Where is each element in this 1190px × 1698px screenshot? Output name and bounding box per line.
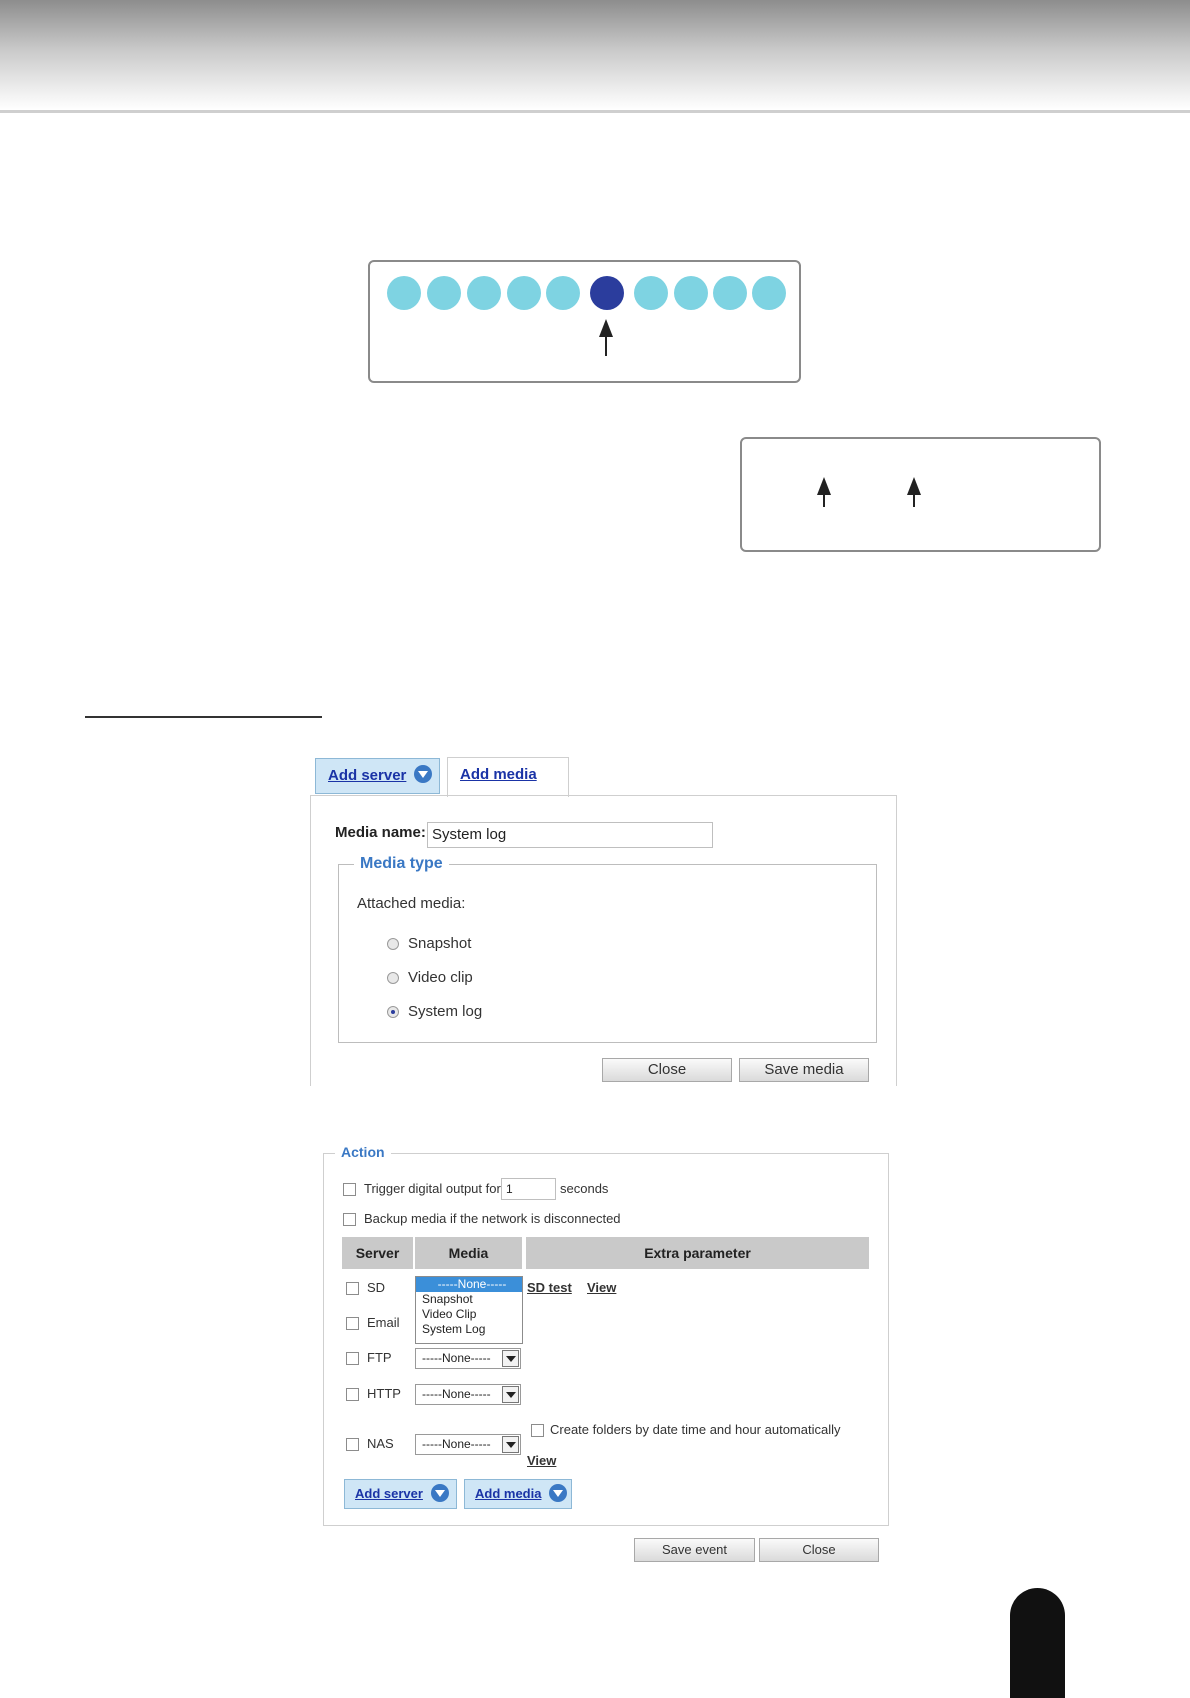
nas-media-select-value: -----None----- — [422, 1437, 491, 1451]
dropdown-option[interactable]: -----None----- — [416, 1277, 522, 1292]
pulse-dot — [546, 276, 580, 310]
page-header-band — [0, 0, 1190, 110]
dropdown-option[interactable]: Video Clip — [422, 1307, 477, 1321]
add-media-button-label[interactable]: Add media — [475, 1486, 542, 1501]
attached-media-label: Attached media: — [357, 895, 466, 912]
column-header-media: Media — [415, 1237, 522, 1269]
sd-test-link[interactable]: SD test — [527, 1280, 572, 1295]
server-sd-label: SD — [367, 1280, 386, 1295]
server-http-checkbox[interactable] — [346, 1388, 359, 1401]
pulse-dot — [427, 276, 461, 310]
radio-snapshot[interactable] — [387, 938, 399, 950]
dropdown-option[interactable]: System Log — [422, 1322, 486, 1336]
pulse-dot — [507, 276, 541, 310]
option-system-log-label: System log — [408, 1003, 483, 1020]
ftp-media-select[interactable] — [415, 1348, 521, 1369]
media-type-legend: Media type — [354, 855, 449, 873]
column-header-extra: Extra parameter — [526, 1237, 869, 1269]
nas-view-link[interactable]: View — [527, 1453, 557, 1468]
pulse-dot — [387, 276, 421, 310]
chevron-down-icon[interactable] — [502, 1436, 519, 1453]
action-legend: Action — [335, 1144, 391, 1160]
pulse-dot — [634, 276, 668, 310]
column-header-server: Server — [342, 1237, 413, 1269]
chevron-down-icon[interactable] — [502, 1386, 519, 1403]
pulse-dot — [674, 276, 708, 310]
server-sd-checkbox[interactable] — [346, 1282, 359, 1295]
server-ftp-label: FTP — [367, 1350, 392, 1365]
server-ftp-checkbox[interactable] — [346, 1352, 359, 1365]
arrow-up-icon — [605, 322, 607, 356]
save-event-button[interactable]: Save event — [634, 1538, 755, 1562]
header-divider — [0, 110, 1190, 113]
ftp-media-select-value: -----None----- — [422, 1351, 491, 1365]
radio-video-clip[interactable] — [387, 972, 399, 984]
chevron-down-icon[interactable] — [502, 1350, 519, 1367]
trigger-output-label: Trigger digital output for — [364, 1181, 501, 1196]
page-number-tab — [1010, 1588, 1065, 1698]
http-media-select[interactable] — [415, 1384, 521, 1405]
tab-add-media[interactable] — [447, 757, 569, 797]
server-nas-label: NAS — [367, 1436, 394, 1451]
trigger-seconds-unit: seconds — [560, 1181, 609, 1196]
chevron-down-icon[interactable] — [431, 1484, 449, 1502]
add-server-button[interactable] — [344, 1479, 457, 1509]
chevron-down-icon[interactable] — [414, 765, 432, 783]
chevron-down-icon[interactable] — [549, 1484, 567, 1502]
close-button[interactable]: Close — [602, 1058, 732, 1082]
media-name-input[interactable]: System log — [427, 822, 713, 848]
media-name-label: Media name: — [335, 824, 426, 841]
backup-media-checkbox[interactable] — [343, 1213, 356, 1226]
action-close-button[interactable]: Close — [759, 1538, 879, 1562]
pulse-dot — [467, 276, 501, 310]
add-server-button-label[interactable]: Add server — [355, 1486, 423, 1501]
trigger-output-checkbox[interactable] — [343, 1183, 356, 1196]
tab-add-media-label[interactable]: Add media — [460, 766, 537, 783]
server-email-label: Email — [367, 1315, 400, 1330]
tab-add-server-label[interactable]: Add server — [328, 767, 407, 784]
trigger-seconds-input[interactable]: 1 — [501, 1178, 556, 1200]
dropdown-option[interactable]: Snapshot — [422, 1292, 473, 1306]
pulse-dot — [713, 276, 747, 310]
action-panel — [323, 1153, 889, 1526]
section-underline — [85, 716, 322, 718]
server-email-checkbox[interactable] — [346, 1317, 359, 1330]
option-snapshot-label: Snapshot — [408, 935, 472, 952]
create-folders-checkbox[interactable] — [531, 1424, 544, 1437]
save-media-button[interactable]: Save media — [739, 1058, 869, 1082]
radio-system-log[interactable] — [387, 1006, 399, 1018]
sd-view-link[interactable]: View — [587, 1280, 617, 1295]
arrow-up-icon — [823, 480, 825, 507]
pulse-dot-active — [590, 276, 624, 310]
create-folders-label: Create folders by date time and hour automatically — [550, 1422, 841, 1437]
tab-add-server[interactable] — [315, 758, 440, 794]
nas-media-select[interactable] — [415, 1434, 521, 1455]
server-http-label: HTTP — [367, 1386, 401, 1401]
http-media-select-value: -----None----- — [422, 1387, 491, 1401]
backup-media-label: Backup media if the network is disconnected — [364, 1211, 621, 1226]
server-nas-checkbox[interactable] — [346, 1438, 359, 1451]
add-media-button[interactable] — [464, 1479, 572, 1509]
pulse-dot — [752, 276, 786, 310]
sd-media-dropdown-list[interactable] — [415, 1276, 523, 1344]
pulse-diagram — [368, 260, 801, 383]
arrow-up-icon — [913, 480, 915, 507]
option-video-clip-label: Video clip — [408, 969, 473, 986]
